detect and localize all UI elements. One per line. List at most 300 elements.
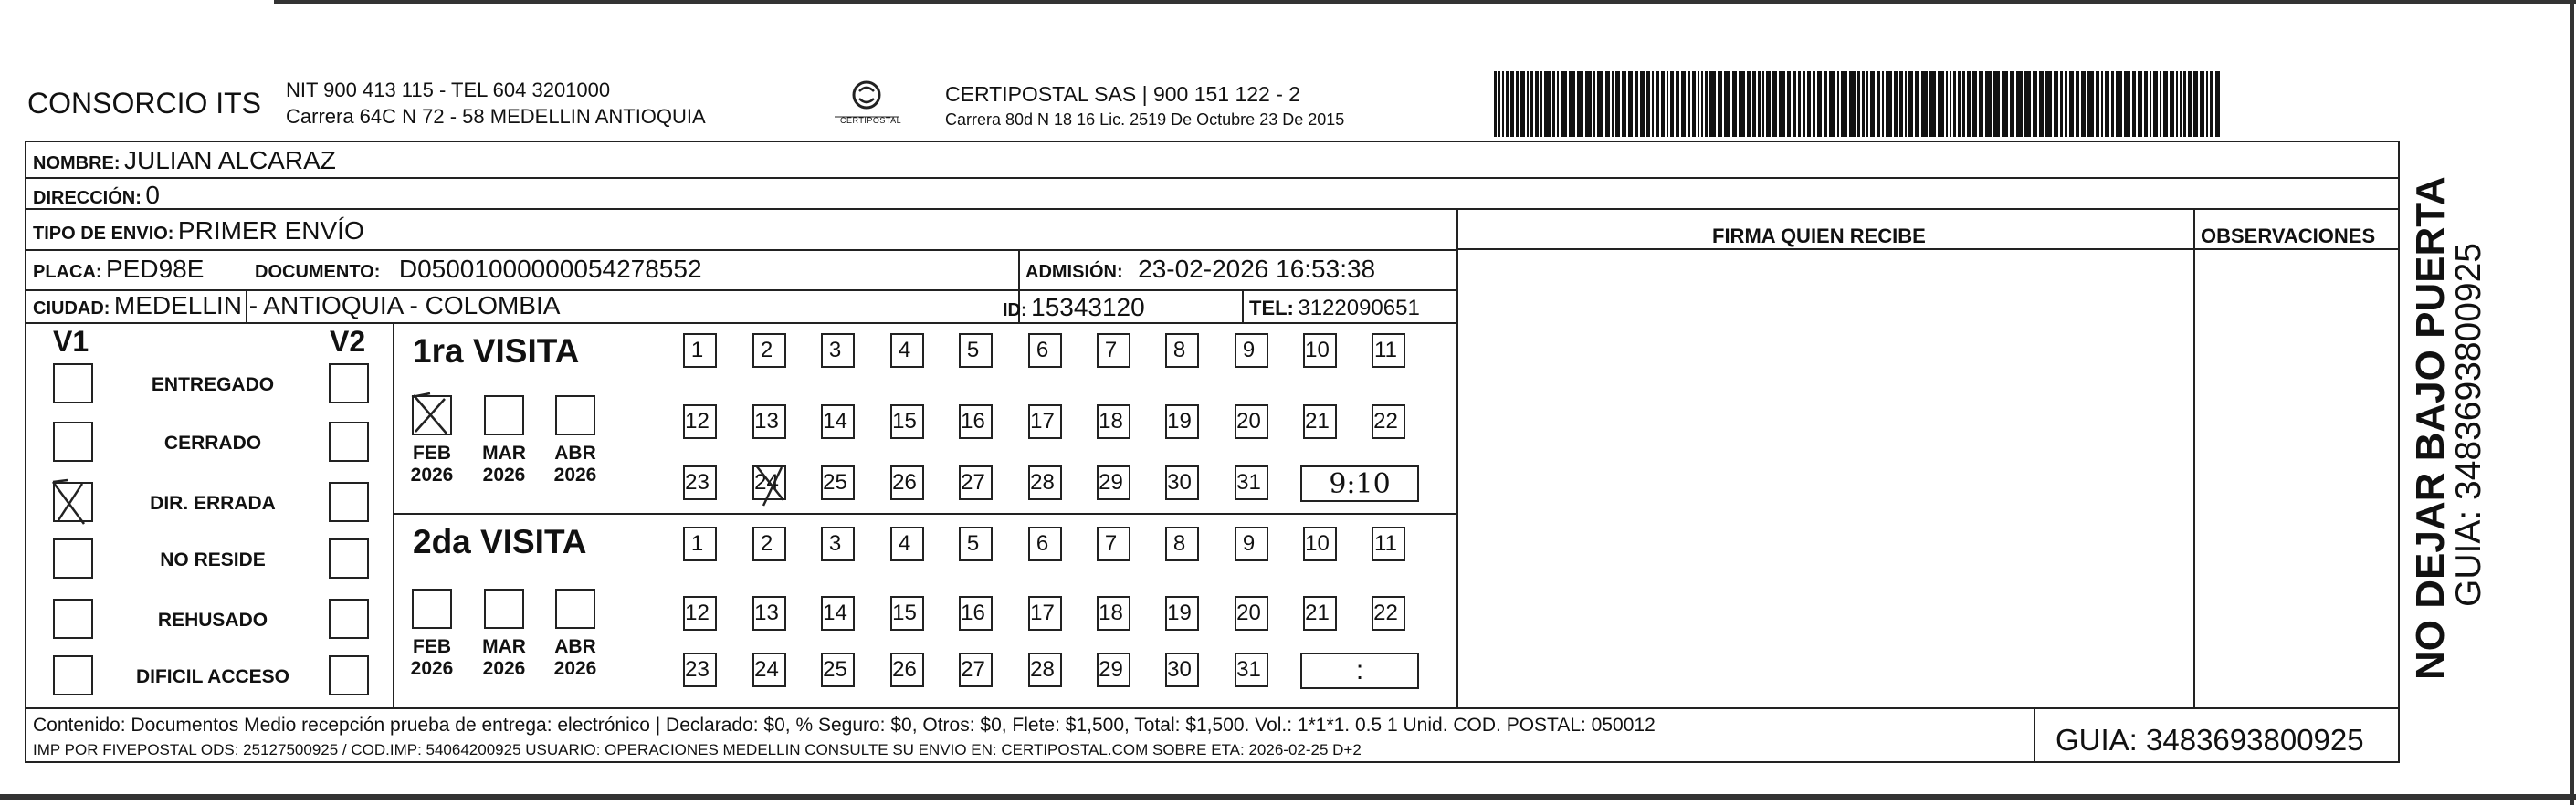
v2-label: V2 [330, 325, 366, 358]
barcode-bar [1972, 71, 1977, 137]
v2-checkbox-1[interactable] [329, 422, 369, 462]
second-visit-day-box[interactable] [752, 527, 786, 561]
day-number: 14 [823, 601, 847, 625]
top-edge [274, 0, 2576, 4]
barcode-bar [1766, 71, 1771, 137]
barcode-bar [1498, 71, 1500, 137]
company-address: Carrera 64C N 72 - 58 MEDELLIN ANTIOQUIA [286, 105, 706, 128]
barcode-bar [1938, 71, 1944, 137]
right-edge [2570, 0, 2574, 805]
barcode-bar [1849, 71, 1856, 137]
barcode-bar [1527, 71, 1529, 137]
barcode-bar [1593, 71, 1595, 137]
barcode-bar [2065, 71, 2067, 137]
day-number: 13 [754, 409, 779, 434]
barcode-bar [1544, 71, 1551, 137]
day-number: 2 [760, 531, 773, 556]
barcode-bar [1709, 71, 1716, 137]
day-number: 19 [1167, 601, 1192, 625]
barcode-bar [1516, 71, 1519, 137]
barcode-bar [2045, 71, 2052, 137]
barcode-bar [1732, 71, 1737, 137]
documento-label: DOCUMENTO: [255, 262, 381, 282]
first-visit-day-box[interactable] [1372, 404, 1405, 439]
barcode-bar [1993, 71, 2000, 137]
second-visit-day-box[interactable] [1097, 527, 1130, 561]
day-number: 11 [1374, 338, 1397, 362]
day-number: 20 [1236, 601, 1261, 625]
first-visit-day-box[interactable] [1235, 333, 1268, 368]
barcode-bar [1622, 71, 1626, 137]
first-visit-day-box[interactable] [1097, 404, 1130, 439]
second-visit-day-box[interactable] [959, 596, 993, 631]
second-visit-day-box[interactable] [1372, 527, 1405, 561]
month-label: ABR 2026 [553, 636, 597, 680]
barcode-bar [1798, 71, 1801, 137]
first-visit-day-box[interactable] [1165, 333, 1199, 368]
barcode-bar [1877, 71, 1880, 137]
barcode-bar [1787, 71, 1791, 137]
admision-label: ADMISIÓN: [1025, 262, 1123, 282]
second-visit-month-box-feb[interactable] [412, 589, 452, 629]
footer-guia: GUIA: 3483693800925 [2056, 723, 2364, 757]
id-label: ID: [1003, 300, 1027, 320]
day-number: 11 [1374, 531, 1397, 556]
barcode-bar [1724, 71, 1730, 137]
day-number: 3 [828, 338, 842, 362]
footer-line1: Contenido: Documentos Medio recepción prueba de entrega: electrónico | Declarado: $0, % Seguro: $0, Otros: $0, Flete: $1,500, Total: $1,500. Vol.: 1*1*1. 0.5 1 Unid. COD. POSTAL: 050012 [33, 715, 1656, 736]
reason-label: NO RESIDE [160, 549, 266, 570]
company-nit: NIT 900 413 115 - TEL 604 3201000 [286, 78, 611, 101]
second-visit-day-box[interactable] [1165, 596, 1199, 631]
barcode-bar [1718, 71, 1722, 137]
barcode-bar [1520, 71, 1525, 137]
barcode-bar [2138, 71, 2142, 137]
bottom-edge [0, 794, 2576, 800]
barcode-bar [2163, 71, 2168, 137]
second-visit-day-box[interactable] [1235, 596, 1268, 631]
first-visit-day-box[interactable] [752, 333, 786, 368]
day-number: 28 [1030, 657, 1055, 682]
day-number: 28 [1030, 470, 1055, 495]
barcode-bar [2069, 71, 2074, 137]
carrier-name: CERTIPOSTAL SAS | 900 151 122 - 2 [945, 82, 1301, 106]
day-number: 9 [1242, 338, 1256, 362]
side-warning: NO DEJAR BAJO PUERTA [2408, 176, 2453, 680]
second-visit-day-box[interactable] [752, 596, 786, 631]
barcode-bar [1841, 71, 1847, 137]
day-number: 7 [1104, 338, 1118, 362]
v2-checkbox-4[interactable] [329, 599, 369, 639]
second-visit-day-box[interactable] [1165, 527, 1199, 561]
barcode-bar [2200, 71, 2204, 137]
reason-label: CERRADO [163, 433, 262, 454]
barcode-bar [1681, 71, 1686, 137]
admision-value: 23-02-2026 16:53:38 [1138, 255, 1376, 283]
barcode-bar [1886, 71, 1892, 137]
day-number: 31 [1236, 470, 1261, 495]
day-number: 16 [961, 601, 985, 625]
barcode-bar [1862, 71, 1865, 137]
day-number: 24 [754, 657, 779, 682]
day-number: 4 [898, 338, 911, 362]
day-number: 27 [961, 657, 985, 682]
handwritten-check-icon [752, 464, 786, 498]
barcode-bar [1585, 71, 1592, 137]
second-visit-title: 2da VISITA [413, 523, 587, 560]
second-visit-day-box[interactable] [821, 653, 855, 687]
v2-checkbox-5[interactable] [329, 655, 369, 695]
barcode-bar [2206, 71, 2208, 137]
day-number: 2 [760, 338, 773, 362]
v1-checkbox-5[interactable] [53, 655, 93, 695]
reason-label: DIFICIL ACCESO [135, 666, 289, 687]
barcode-bar [1676, 71, 1679, 137]
day-number: 19 [1167, 409, 1192, 434]
barcode-bar [1962, 71, 1965, 137]
ciudad-value: MEDELLIN - ANTIOQUIA - COLOMBIA [113, 291, 561, 319]
first-visit-month-box-abr[interactable] [555, 395, 595, 435]
first-visit-month-box-mar[interactable] [484, 395, 524, 435]
barcode-bar [1747, 71, 1751, 137]
tel-value: 3122090651 [1298, 296, 1420, 320]
barcode-bar [1667, 71, 1668, 137]
barcode-bar [2111, 71, 2114, 137]
handwritten-check-icon [410, 392, 450, 432]
v1-checkbox-2[interactable] [53, 482, 93, 522]
first-visit-day-box[interactable] [752, 404, 786, 439]
barcode-bar [2039, 71, 2044, 137]
barcode [1494, 71, 2224, 137]
barcode-bar [1561, 71, 1567, 137]
day-number: 9 [1242, 531, 1256, 556]
day-number: 10 [1305, 531, 1330, 556]
day-number: 17 [1030, 601, 1055, 625]
first-visit-day-box[interactable] [1097, 465, 1130, 500]
barcode-bar [1829, 71, 1835, 137]
first-visit-day-box[interactable] [1303, 333, 1337, 368]
day-number: 6 [1036, 531, 1049, 556]
v2-checkbox-3[interactable] [329, 538, 369, 579]
barcode-bar [1882, 71, 1884, 137]
tipo-envio-value: PRIMER ENVÍO [177, 216, 364, 245]
barcode-bar [1535, 71, 1539, 137]
day-number: 6 [1036, 338, 1049, 362]
barcode-bar [2176, 71, 2178, 137]
first-visit-day-box[interactable] [752, 465, 786, 500]
barcode-bar [1692, 71, 1696, 137]
second-visit-month-box-mar[interactable] [484, 589, 524, 629]
first-visit-day-box[interactable] [683, 404, 717, 439]
first-visit-day-box[interactable] [1235, 465, 1268, 500]
direccion-label: DIRECCIÓN: [33, 188, 142, 208]
day-number: 18 [1099, 409, 1123, 434]
barcode-bar [1540, 71, 1542, 137]
first-visit-day-box[interactable] [890, 333, 924, 368]
month-label: FEB 2026 [410, 636, 454, 680]
first-visit-day-box[interactable] [959, 404, 993, 439]
day-number: 30 [1167, 470, 1192, 495]
barcode-bar [1870, 71, 1875, 137]
footer-line2: IMP POR FIVEPOSTAL ODS: 25127500925 / COD.IMP: 54064200925 USUARIO: OPERACIONES MEDELLIN CONSULTE SU ENVIO EN: CERTIPOSTAL.COM SOBRE ETA: 2026-02-25 D+2 [33, 741, 1362, 758]
barcode-bar [2002, 71, 2008, 137]
barcode-bar [1953, 71, 1956, 137]
barcode-bar [1921, 71, 1928, 137]
ciudad-label: CIUDAD: [33, 298, 110, 319]
day-number: 26 [892, 657, 917, 682]
barcode-bar [2033, 71, 2037, 137]
reason-label: DIR. ERRADA [150, 493, 276, 514]
barcode-bar [1946, 71, 1948, 137]
barcode-bar [2101, 71, 2103, 137]
side-guia: GUIA: 3483693800925 [2449, 243, 2488, 607]
first-visit-day-box[interactable] [1235, 404, 1268, 439]
v2-checkbox-2[interactable] [329, 482, 369, 522]
barcode-bar [1752, 71, 1756, 137]
nombre-value: JULIAN ALCARAZ [124, 146, 336, 174]
day-number: 31 [1236, 657, 1261, 682]
barcode-bar [2124, 71, 2130, 137]
month-label: MAR 2026 [482, 636, 526, 680]
placa-value: PED98E [106, 255, 205, 283]
v1-checkbox-0[interactable] [53, 363, 93, 403]
first-visit-day-box[interactable] [959, 333, 993, 368]
second-visit-day-box[interactable] [683, 596, 717, 631]
day-number: 8 [1172, 531, 1186, 556]
day-number: 18 [1099, 601, 1123, 625]
barcode-bar [1688, 71, 1690, 137]
barcode-bar [2096, 71, 2099, 137]
second-visit-day-box[interactable] [959, 527, 993, 561]
v2-checkbox-0[interactable] [329, 363, 369, 403]
day-number: 25 [823, 657, 847, 682]
barcode-bar [1803, 71, 1805, 137]
barcode-bar [1929, 71, 1936, 137]
first-visit-day-box[interactable] [1028, 333, 1062, 368]
barcode-bar [2105, 71, 2109, 137]
second-visit-time-box[interactable]: : [1300, 653, 1419, 689]
second-visit-day-box[interactable] [1028, 527, 1062, 561]
barcode-bar [2116, 71, 2122, 137]
day-number: 5 [966, 338, 980, 362]
second-visit-day-box[interactable] [752, 653, 786, 687]
barcode-bar [2024, 71, 2031, 137]
second-visit-day-box[interactable] [683, 527, 717, 561]
first-visit-day-box[interactable] [1303, 404, 1337, 439]
barcode-bar [1494, 71, 1497, 137]
barcode-bar [1502, 71, 1504, 137]
second-visit-day-box[interactable] [890, 596, 924, 631]
second-visit-day-box[interactable] [821, 527, 855, 561]
first-visit-day-box[interactable] [890, 465, 924, 500]
second-visit-day-box[interactable] [1028, 653, 1062, 687]
first-visit-title: 1ra VISITA [413, 332, 580, 370]
barcode-bar [2144, 71, 2148, 137]
barcode-bar [2054, 71, 2058, 137]
documento-value: D05001000000054278552 [398, 255, 702, 283]
first-visit-time-box[interactable]: 9:10 [1300, 465, 1419, 502]
logo-caption: CERTIPOSTAL [840, 116, 902, 125]
barcode-bar [1506, 71, 1509, 137]
tipo-envio-label: TIPO DE ENVIO: [33, 224, 174, 244]
nombre-label: NOMBRE: [33, 153, 121, 173]
barcode-bar [1837, 71, 1839, 137]
day-number: 15 [892, 601, 917, 625]
barcode-bar [1899, 71, 1903, 137]
barcode-bar [1979, 71, 1983, 137]
carrier-license: Carrera 80d N 18 16 Lic. 2519 De Octubre 23 De 2015 [945, 110, 1345, 129]
barcode-bar [1779, 71, 1785, 137]
day-number: 8 [1172, 338, 1186, 362]
second-visit-day-box[interactable] [1097, 596, 1130, 631]
barcode-bar [1857, 71, 1860, 137]
barcode-bar [1705, 71, 1708, 137]
barcode-bar [1905, 71, 1907, 137]
day-number: 12 [685, 601, 710, 625]
day-number: 23 [685, 657, 710, 682]
barcode-bar [2060, 71, 2063, 137]
barcode-bar [1698, 71, 1699, 137]
first-visit-month-box-feb[interactable] [412, 395, 452, 435]
barcode-bar [1762, 71, 1764, 137]
day-number: 22 [1373, 409, 1398, 434]
second-visit-day-box[interactable] [1235, 653, 1268, 687]
first-visit-day-box[interactable] [683, 333, 717, 368]
barcode-bar [2215, 71, 2220, 137]
barcode-bar [1557, 71, 1559, 137]
barcode-bar [2081, 71, 2086, 137]
second-visit-day-box[interactable] [959, 653, 993, 687]
second-visit-day-box[interactable] [1303, 596, 1337, 631]
first-visit-day-box[interactable] [821, 404, 855, 439]
barcode-bar [1635, 71, 1638, 137]
first-visit-day-box[interactable] [1165, 404, 1199, 439]
day-number: 4 [898, 531, 911, 556]
day-number: 23 [685, 470, 710, 495]
barcode-bar [1908, 71, 1913, 137]
day-number: 16 [961, 409, 985, 434]
main-table [25, 141, 2400, 763]
v1-label: V1 [53, 325, 89, 358]
certipostal-logo [829, 77, 904, 131]
second-visit-day-box[interactable] [1097, 653, 1130, 687]
v1-checkbox-3[interactable] [53, 538, 93, 579]
barcode-bar [1670, 71, 1674, 137]
barcode-bar [1615, 71, 1620, 137]
first-visit-day-box[interactable] [1372, 333, 1405, 368]
barcode-bar [1807, 71, 1811, 137]
barcode-bar [2193, 71, 2198, 137]
barcode-bar [1985, 71, 1992, 137]
barcode-bar [1958, 71, 1961, 137]
second-visit-day-box[interactable] [1165, 653, 1199, 687]
placa-label: PLACA: [33, 262, 102, 282]
barcode-bar [1569, 71, 1575, 137]
barcode-bar [1652, 71, 1654, 137]
barcode-bar [1656, 71, 1659, 137]
reason-label: REHUSADO [157, 610, 268, 631]
day-number: 27 [961, 470, 985, 495]
first-visit-day-box[interactable] [1028, 404, 1062, 439]
barcode-bar [1824, 71, 1827, 137]
barcode-bar [1739, 71, 1745, 137]
company-name: CONSORCIO ITS [27, 87, 262, 120]
barcode-bar [1597, 71, 1603, 137]
day-number: 10 [1305, 338, 1330, 362]
barcode-bar [2016, 71, 2023, 137]
barcode-bar [1894, 71, 1898, 137]
first-visit-day-box[interactable] [890, 404, 924, 439]
day-number: 1 [690, 531, 704, 556]
second-visit-day-box[interactable] [1372, 596, 1405, 631]
first-visit-day-box[interactable] [1165, 465, 1199, 500]
barcode-bar [1510, 71, 1514, 137]
observaciones-label: OBSERVACIONES [2201, 225, 2376, 247]
barcode-bar [2153, 71, 2158, 137]
first-visit-day-box[interactable] [821, 333, 855, 368]
day-number: 1 [690, 338, 704, 362]
month-label: MAR 2026 [482, 443, 526, 486]
day-number: 29 [1099, 470, 1123, 495]
second-visit-day-box[interactable] [821, 596, 855, 631]
second-visit-day-box[interactable] [1303, 527, 1337, 561]
barcode-bar [2150, 71, 2151, 137]
barcode-bar [1813, 71, 1815, 137]
day-number: 17 [1030, 409, 1055, 434]
second-visit-month-box-abr[interactable] [555, 589, 595, 629]
day-number: 21 [1305, 409, 1330, 434]
barcode-bar [2132, 71, 2136, 137]
day-number: 13 [754, 601, 779, 625]
direccion-value: 0 [145, 181, 160, 209]
day-number: 26 [892, 470, 917, 495]
barcode-bar [1605, 71, 1610, 137]
barcode-bar [1915, 71, 1919, 137]
second-visit-day-box[interactable] [683, 653, 717, 687]
tel-label: TEL: [1249, 297, 1294, 319]
second-visit-day-box[interactable] [890, 653, 924, 687]
day-number: 5 [966, 531, 980, 556]
v1-checkbox-1[interactable] [53, 422, 93, 462]
first-visit-day-box[interactable] [1028, 465, 1062, 500]
day-number: 7 [1104, 531, 1118, 556]
second-visit-day-box[interactable] [890, 527, 924, 561]
barcode-bar [2210, 71, 2213, 137]
id-value: 15343120 [1031, 293, 1145, 321]
handwritten-check-icon [51, 478, 91, 518]
second-visit-day-box[interactable] [1028, 596, 1062, 631]
day-number: 15 [892, 409, 917, 434]
firma-label: FIRMA QUIEN RECIBE [1712, 225, 1926, 247]
day-number: 14 [823, 409, 847, 434]
barcode-bar [1661, 71, 1665, 137]
reason-label: ENTREGADO [151, 374, 275, 395]
barcode-bar [1577, 71, 1583, 137]
barcode-bar [1772, 71, 1777, 137]
first-visit-day-box[interactable] [683, 465, 717, 500]
barcode-bar [1758, 71, 1761, 137]
first-visit-day-box[interactable] [821, 465, 855, 500]
barcode-bar [1640, 71, 1645, 137]
barcode-bar [1628, 71, 1633, 137]
day-number: 25 [823, 470, 847, 495]
barcode-bar [1530, 71, 1533, 137]
second-visit-day-box[interactable] [1235, 527, 1268, 561]
barcode-bar [2010, 71, 2014, 137]
first-visit-day-box[interactable] [959, 465, 993, 500]
first-visit-day-box[interactable] [1097, 333, 1130, 368]
v1-checkbox-4[interactable] [53, 599, 93, 639]
